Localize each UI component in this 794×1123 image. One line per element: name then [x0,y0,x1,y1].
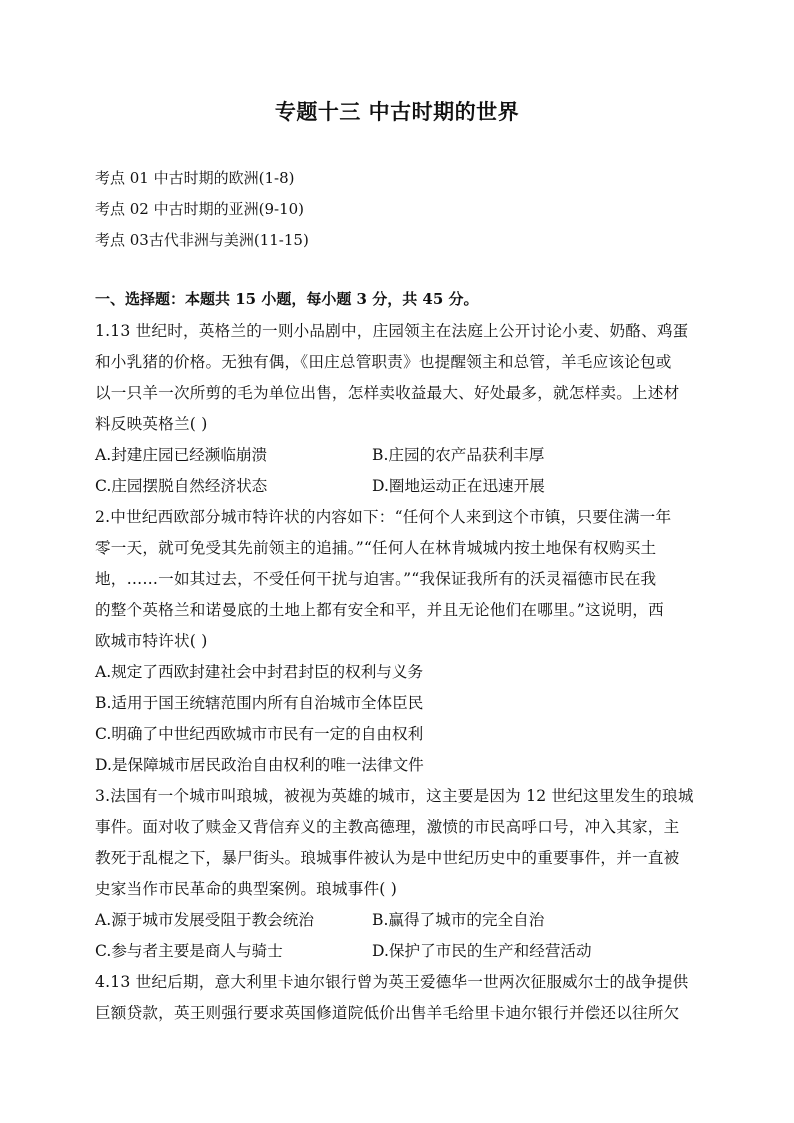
q1-option-a: A.封建庄园已经濒临崩溃 [95,446,268,464]
q2-line-4: 的整个英格兰和诺曼底的土地上都有安全和平，并且无论他们在哪里。”这说明，西 [95,601,664,619]
kaodian-1: 考点 01 中古时期的欧洲(1-8) [95,169,295,187]
q1-line-4: 料反映英格兰( ) [95,415,208,433]
q1-option-d: D.圈地运动正在迅速开展 [372,477,545,495]
q2-line-5: 欧城市特许状( ) [95,632,208,650]
q3-option-a: A.源于城市发展受阻于教会统治 [95,911,314,929]
q1-line-1: 1.13 世纪时，英格兰的一则小品剧中，庄园领主在法庭上公开讨论小麦、奶酪、鸡蛋 [95,322,689,340]
q2-line-1: 2.中世纪西欧部分城市特许状的内容如下：“任何个人来到这个市镇，只要住满一年 [95,508,672,526]
q2-option-c: C.明确了中世纪西欧城市市民有一定的自由权利 [95,725,424,743]
kaodian-3: 考点 03古代非洲与美洲(11-15) [95,231,309,249]
q2-option-d: D.是保障城市居民政治自由权利的唯一法律文件 [95,756,424,774]
q1-line-2: 和小乳猪的价格。无独有偶，《田庄总管职责》也提醒领主和总管，羊毛应该论包或 [95,353,672,371]
q2-line-3: 地，……一如其过去，不受任何干扰与迫害。”“我保证我所有的沃灵福德市民在我 [95,570,657,588]
q1-line-3: 以一只羊一次所剪的毛为单位出售，怎样卖收益最大、好处最多，就怎样卖。上述材 [95,384,680,402]
document-title: 专题十三 中古时期的世界 [274,99,520,124]
kaodian-2: 考点 02 中古时期的亚洲(9-10) [95,200,305,218]
q2-option-b: B.适用于国王统辖范围内所有自治城市全体臣民 [95,694,424,712]
q3-line-1: 3.法国有一个城市叫琅城，被视为英雄的城市，这主要是因为 12 世纪这里发生的琅城 [95,787,694,805]
q2-line-2: 零一天，就可免受其先前领主的追捕。”“任何人在林肯城城内按土地保有权购买土 [95,539,657,557]
q4-line-1: 4.13 世纪后期，意大利里卡迪尔银行曾为英王爱德华一世两次征服威尔士的战争提供 [95,973,689,991]
q3-option-d: D.保护了市民的生产和经营活动 [372,942,592,960]
q3-line-4: 史家当作市民革命的典型案例。琅城事件( ) [95,880,398,898]
q4-line-2: 巨额贷款，英王则强行要求英国修道院低价出售羊毛给里卡迪尔银行并偿还以往所欠 [95,1004,680,1022]
q2-option-a: A.规定了西欧封建社会中封君封臣的权利与义务 [95,663,424,681]
q1-option-c: C.庄园摆脱自然经济状态 [95,477,268,495]
q3-line-3: 教死于乱棍之下，暴尸街头。琅城事件被认为是中世纪历史中的重要事件，并一直被 [95,849,680,867]
q3-option-c: C.参与者主要是商人与骑士 [95,942,283,960]
q1-option-b: B.庄园的农产品获利丰厚 [372,446,545,464]
q3-option-b: B.赢得了城市的完全自治 [372,911,545,929]
q3-line-2: 事件。面对收了赎金又背信弃义的主教高德理，激愤的市民高呼口号，冲入其家，主 [95,818,680,836]
section-heading: 一、选择题：本题共 15 小题，每小题 3 分，共 45 分。 [95,290,479,308]
